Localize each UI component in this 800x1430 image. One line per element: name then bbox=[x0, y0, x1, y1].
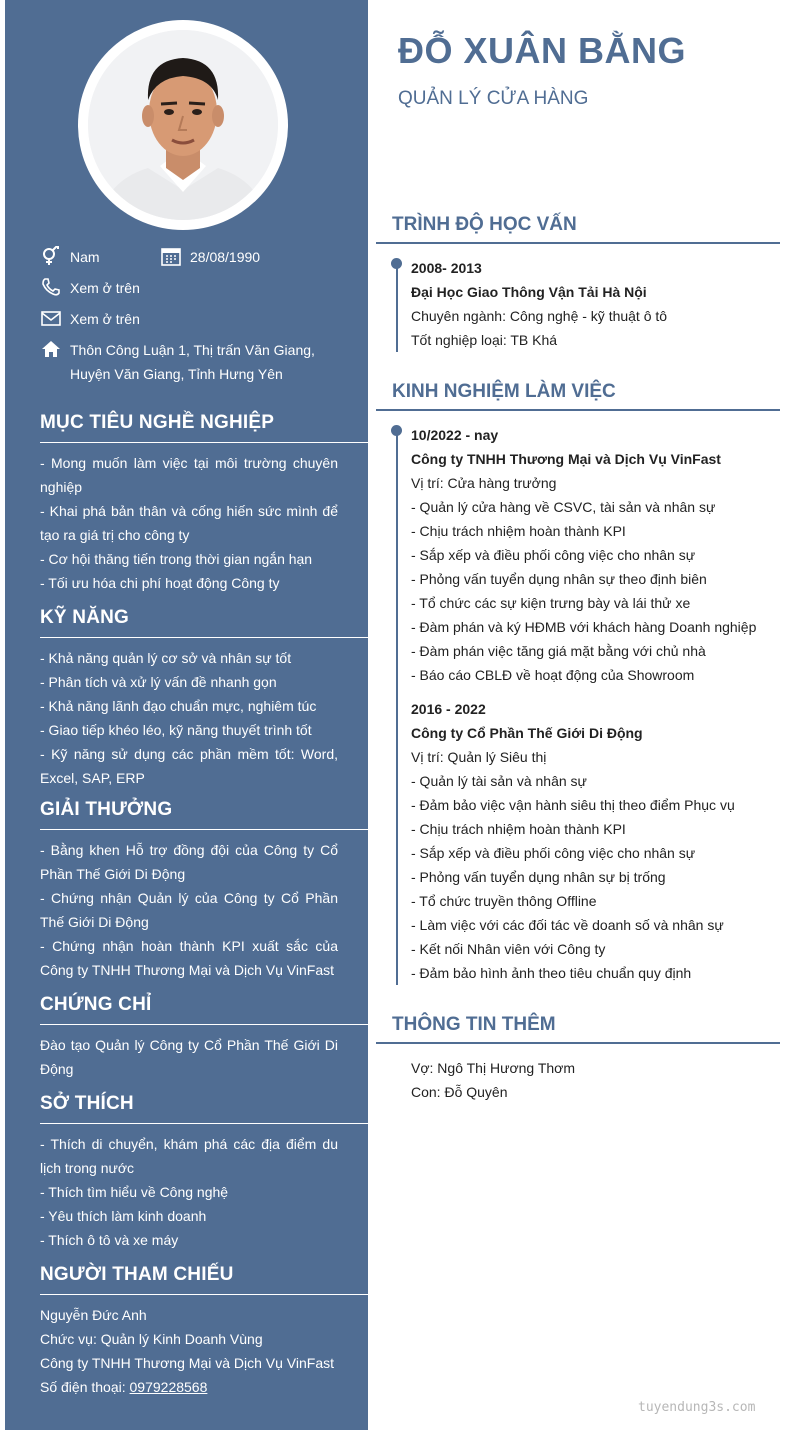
certificate-item: Đào tạo Quản lý Công ty Cổ Phần Thế Giới Di Động bbox=[40, 1037, 338, 1077]
job-company: Công ty Cổ Phần Thế Giới Di Động bbox=[411, 725, 643, 741]
award-item: - Bằng khen Hỗ trợ đồng đội của Công ty Cổ Phần Thế Giới Di Động bbox=[40, 842, 338, 882]
address-row bbox=[40, 338, 356, 386]
job-entry bbox=[411, 697, 780, 985]
hobby-item: - Thích tìm hiểu về Công nghệ bbox=[40, 1184, 229, 1200]
avatar-portrait bbox=[88, 30, 278, 220]
job-duty: - Tổ chức các sự kiện trưng bày và lái thử xe bbox=[411, 595, 691, 611]
job-period: 10/2022 - nay bbox=[411, 427, 499, 443]
objective-item: - Cơ hội thăng tiến trong thời gian ngắn hạn bbox=[40, 551, 313, 567]
job-duty: - Tổ chức truyền thông Offline bbox=[411, 893, 597, 909]
child-info: Con: Đỗ Quyên bbox=[411, 1084, 508, 1100]
additional-title: THÔNG TIN THÊM bbox=[376, 1014, 780, 1044]
education-entry bbox=[411, 256, 780, 352]
job-duty: - Quản lý cửa hàng về CSVC, tài sản và nhân sự bbox=[411, 499, 716, 515]
awards-title: GIẢI THƯỞNG bbox=[40, 799, 368, 830]
gender-dob-row bbox=[40, 245, 356, 269]
hobby-item: - Thích ô tô và xe máy bbox=[40, 1232, 179, 1248]
phone-row bbox=[40, 276, 356, 300]
job-duty: - Sắp xếp và điều phối công việc cho nhân sự bbox=[411, 547, 696, 563]
job-duty: - Sắp xếp và điều phối công việc cho nhân sự bbox=[411, 845, 696, 861]
reference-phone-link[interactable]: 0979228568 bbox=[129, 1379, 208, 1395]
home-icon bbox=[40, 338, 62, 360]
watermark: tuyendung3s.com bbox=[638, 1400, 756, 1415]
email-icon bbox=[40, 307, 62, 329]
skill-item: - Giao tiếp khéo léo, kỹ năng thuyết trình tốt bbox=[40, 722, 312, 738]
award-item: - Chứng nhận Quản lý của Công ty Cổ Phần Thế Giới Di Động bbox=[40, 890, 338, 930]
job-duty: - Đàm phán và ký HĐMB với khách hàng Doanh nghiệp bbox=[411, 619, 757, 635]
job-duty: - Phỏng vấn tuyển dụng nhân sự bị trống bbox=[411, 869, 666, 885]
experience-title: KINH NGHIỆM LÀM VIỆC bbox=[376, 381, 780, 411]
job-period: 2016 - 2022 bbox=[411, 701, 486, 717]
objective-title: MỤC TIÊU NGHỀ NGHIỆP bbox=[40, 412, 368, 443]
reference-position: Chức vụ: Quản lý Kinh Doanh Vùng bbox=[40, 1331, 263, 1347]
education-period: 2008- 2013 bbox=[411, 260, 482, 276]
candidate-name: ĐỖ XUÂN BẰNG bbox=[398, 30, 687, 71]
reference-company: Công ty TNHH Thương Mại và Dịch Vụ VinFast bbox=[40, 1355, 334, 1371]
education-timeline bbox=[396, 256, 780, 352]
job-duty: - Làm việc với các đối tác về doanh số và nhân sự bbox=[411, 917, 724, 933]
skills-section bbox=[40, 607, 368, 790]
job-duty: - Kết nối Nhân viên với Công ty bbox=[411, 941, 606, 957]
skill-item: - Khả năng lãnh đạo chuẩn mực, nghiêm túc bbox=[40, 698, 317, 714]
certificates-title: CHỨNG CHỈ bbox=[40, 994, 368, 1025]
job-duty: - Đảm bảo hình ảnh theo tiêu chuẩn quy định bbox=[411, 965, 692, 981]
timeline-line bbox=[396, 264, 398, 352]
reference-name: Nguyễn Đức Anh bbox=[40, 1307, 147, 1323]
spouse-info: Vợ: Ngô Thị Hương Thơm bbox=[411, 1060, 576, 1076]
skill-item: - Kỹ năng sử dụng các phần mềm tốt: Word, Excel, SAP, ERP bbox=[40, 746, 338, 786]
timeline-dot bbox=[391, 258, 402, 269]
calendar-icon bbox=[160, 245, 182, 267]
award-item: - Chứng nhận hoàn thành KPI xuất sắc của Công ty TNHH Thương Mại và Dịch Vụ VinFast bbox=[40, 938, 338, 978]
references-title: NGƯỜI THAM CHIẾU bbox=[40, 1264, 368, 1295]
job-entry bbox=[411, 423, 780, 687]
job-duty: - Đàm phán việc tăng giá mặt bằng với chủ nhà bbox=[411, 643, 706, 659]
gender-value: Nam bbox=[70, 249, 100, 265]
job-duty: - Báo cáo CBLĐ về hoạt động của Showroom bbox=[411, 667, 695, 683]
hobbies-title: SỞ THÍCH bbox=[40, 1093, 368, 1124]
job-duty: - Quản lý tài sản và nhân sự bbox=[411, 773, 587, 789]
skill-item: - Phân tích và xử lý vấn đề nhanh gọn bbox=[40, 674, 277, 690]
additional-section bbox=[376, 1014, 780, 1104]
experience-timeline bbox=[396, 423, 780, 985]
email-row bbox=[40, 307, 356, 331]
job-duty: - Chịu trách nhiệm hoàn thành KPI bbox=[411, 821, 626, 837]
skill-item: - Khả năng quản lý cơ sở và nhân sự tốt bbox=[40, 650, 292, 666]
objective-item: - Tối ưu hóa chi phí hoạt động Công ty bbox=[40, 575, 280, 591]
address-value: Thôn Công Luận 1, Thị trấn Văn Giang, Huyện Văn Giang, Tỉnh Hưng Yên bbox=[70, 342, 315, 382]
objective-item: - Mong muốn làm việc tại môi trường chuyên nghiệp bbox=[40, 455, 338, 495]
timeline-line bbox=[396, 431, 398, 985]
job-duty: - Phỏng vấn tuyển dụng nhân sự theo định biên bbox=[411, 571, 707, 587]
objective-section bbox=[40, 412, 368, 595]
contact-info bbox=[40, 245, 356, 393]
job-position: Vị trí: Cửa hàng trưởng bbox=[411, 475, 557, 491]
gender-icon bbox=[40, 245, 62, 267]
education-major: Chuyên ngành: Công nghệ - kỹ thuật ô tô bbox=[411, 308, 668, 324]
education-school: Đại Học Giao Thông Vận Tải Hà Nội bbox=[411, 284, 647, 300]
job-position: Vị trí: Quản lý Siêu thị bbox=[411, 749, 547, 765]
education-grade: Tốt nghiệp loại: TB Khá bbox=[411, 332, 558, 348]
skills-title: KỸ NĂNG bbox=[40, 607, 368, 638]
reference-phone-row bbox=[40, 1375, 338, 1399]
additional-content bbox=[411, 1056, 780, 1104]
reference-phone-label: Số điện thoại: bbox=[40, 1379, 130, 1395]
hobby-item: - Thích di chuyển, khám phá các địa điểm du lịch trong nước bbox=[40, 1136, 338, 1176]
job-duty: - Đảm bảo việc vận hành siêu thị theo điểm Phục vụ bbox=[411, 797, 735, 813]
avatar-frame bbox=[78, 20, 288, 230]
job-duty: - Chịu trách nhiệm hoàn thành KPI bbox=[411, 523, 626, 539]
email-value: Xem ở trên bbox=[70, 311, 140, 327]
references-section bbox=[40, 1264, 368, 1399]
objective-item: - Khai phá bản thân và cống hiến sức mình để tạo ra giá trị cho công ty bbox=[40, 503, 338, 543]
hobby-item: - Yêu thích làm kinh doanh bbox=[40, 1208, 207, 1224]
avatar bbox=[88, 30, 278, 220]
certificates-section bbox=[40, 994, 368, 1081]
phone-value: Xem ở trên bbox=[70, 280, 140, 296]
awards-section bbox=[40, 799, 368, 982]
job-company: Công ty TNHH Thương Mại và Dịch Vụ VinFast bbox=[411, 451, 721, 467]
education-title: TRÌNH ĐỘ HỌC VẤN bbox=[376, 214, 780, 244]
candidate-role: QUẢN LÝ CỬA HÀNG bbox=[398, 88, 589, 109]
phone-icon bbox=[40, 276, 62, 298]
dob-value: 28/08/1990 bbox=[190, 249, 261, 265]
experience-section bbox=[376, 381, 780, 985]
education-section bbox=[376, 214, 780, 352]
sidebar bbox=[5, 0, 368, 1430]
hobbies-section bbox=[40, 1093, 368, 1252]
timeline-dot bbox=[391, 425, 402, 436]
